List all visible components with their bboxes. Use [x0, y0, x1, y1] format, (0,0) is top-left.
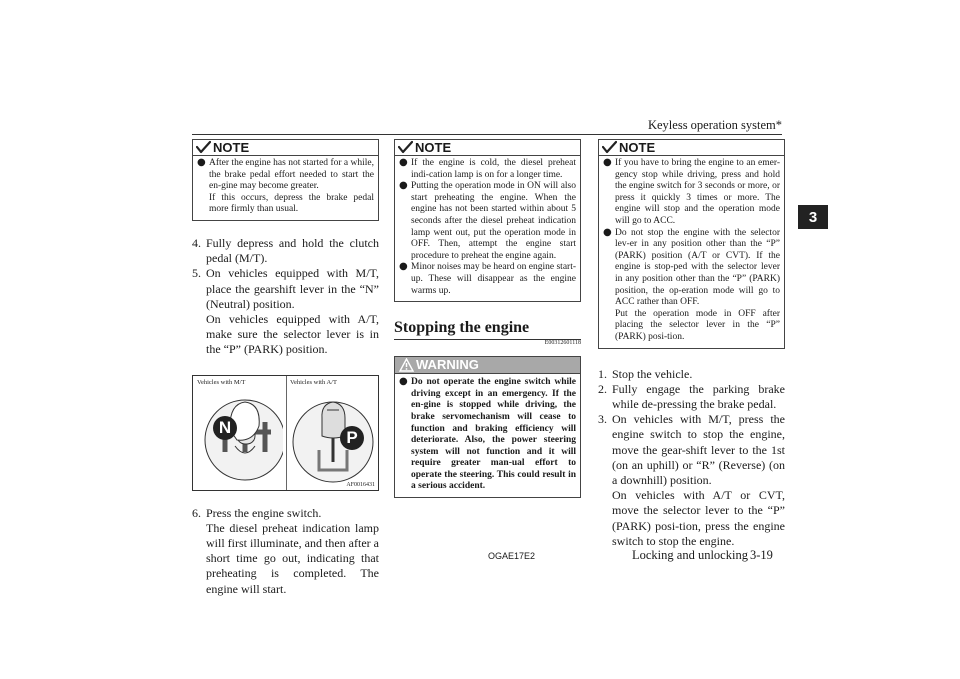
step-subtext: On vehicles with A/T or CVT, move the selector lever to the “P” (PARK) posi-tion, press the engine switch to stop the engine. — [612, 488, 785, 548]
step-text: On vehicles with M/T, press the engine switch to stop the engine, move the gear-shift lever to the 1st (on an uphill) or “R” (Reverse) (on a downhill) position. — [612, 412, 785, 487]
bullet-item — [399, 158, 576, 181]
bullet-icon: ● — [603, 157, 612, 168]
bullet-item — [399, 262, 576, 297]
section-title: Stopping the engine — [394, 319, 530, 337]
illustration-caption-at: Vehicles with A/T — [290, 378, 337, 386]
column-3 — [598, 139, 785, 549]
bullet-icon: ● — [603, 226, 612, 238]
note-header — [599, 140, 784, 156]
bullet-icon: ● — [399, 180, 408, 192]
bullet-item — [603, 158, 780, 228]
running-header-title: Keyless operation system* — [647, 118, 782, 132]
bullet-icon: ● — [399, 376, 408, 388]
step-text: Stop the vehicle. — [612, 366, 693, 381]
illustration-caption-mt: Vehicles with M/T — [197, 378, 246, 386]
step-item — [598, 367, 785, 382]
step-list — [192, 506, 379, 597]
step-text: Fully engage the parking brake while de-pressing the brake pedal. — [612, 381, 785, 411]
note-label: NOTE — [619, 140, 656, 155]
warning-body — [395, 374, 580, 497]
note-box — [192, 139, 379, 221]
bullet-text: Minor noises may be heard on engine start-up. These will disappear as the engine warms up. — [411, 262, 576, 296]
bullet-icon: ● — [399, 261, 408, 273]
bullet-subtext: Put the operation mode in OFF after placing the selector lever in the “P” (PARK) posi-tion. — [615, 308, 780, 342]
step-item — [192, 506, 379, 597]
note-label: NOTE — [415, 140, 452, 155]
bullet-text: Putting the operation mode in ON will also start preheating the engine. When the engine has not been started within about 5 seconds after the diesel preheat indication lamp went out, put the operation mode in OFF. Then, attempt the engine start procedure to preheat the engine again. — [411, 181, 576, 261]
bullet-icon: ● — [197, 157, 206, 168]
bullet-item — [399, 377, 576, 493]
gear-lever-illustration — [192, 375, 379, 491]
step-subtext: The diesel preheat indication lamp will first illuminate, and then after a short time go out, indicating that preheating is completed. The engine will start. — [206, 520, 379, 596]
bullet-text: Do not stop the engine with the selector lev-er in any position other than the “P” (PARK) position (A/T or CVT). If the engine is stop-ped with the selector lever in any position other than the “P” (PARK) position, the op-eration mode will go to ACC rather than OFF. — [615, 227, 780, 308]
step-list — [192, 236, 379, 358]
note-body — [395, 156, 580, 301]
step-item — [192, 236, 379, 266]
manual-gearshift-drawing — [197, 390, 283, 486]
bullet-item — [197, 158, 374, 216]
footer-page-number: 3-19 — [750, 548, 773, 562]
footer-section-title: Locking and unlocking — [632, 548, 748, 562]
illustration-divider — [286, 376, 287, 490]
chapter-tab: 3 — [798, 205, 828, 229]
step-number: 1. — [598, 366, 607, 381]
bullet-text: Do not operate the engine switch while driving except in an emergency. If the en-gine is stopped while driving, the brake servomechanism will cease to function and braking efficiency will deteriorate. Also, the power steering system will not function and it will require greater man-ual effort to operate the steering. This could result in a serious accident. — [411, 377, 576, 492]
bullet-text: If the engine is cold, the diesel preheat indi-cation lamp is on for a longer time. — [411, 158, 576, 180]
column-2 — [394, 139, 581, 498]
header-rule — [192, 134, 782, 135]
automatic-selector-drawing — [291, 390, 377, 486]
step-number: 5. — [192, 266, 201, 281]
note-body — [193, 156, 378, 220]
step-number: 6. — [192, 505, 201, 520]
bullet-item — [399, 181, 576, 262]
step-item — [192, 266, 379, 357]
step-subtext: On vehicles equipped with A/T, make sure the selector lever is in the “P” (PARK) position. — [206, 311, 379, 357]
note-body — [599, 156, 784, 348]
step-text: Fully depress and hold the clutch pedal (M/T). — [206, 235, 379, 266]
gear-badge-n: N — [213, 416, 237, 440]
step-number: 2. — [598, 381, 607, 396]
bullet-text: After the engine has not started for a while, the brake pedal effort needed to start the en-gine may become greater. — [209, 158, 374, 192]
footer-code: OGAE17E2 — [488, 551, 536, 561]
section-code: E00312601118 — [544, 340, 581, 347]
step-text: On vehicles equipped with M/T, place the gearshift lever in the “N” (Neutral) position. — [206, 266, 379, 311]
step-list — [598, 367, 785, 549]
note-header — [193, 140, 378, 156]
bullet-icon: ● — [399, 157, 408, 168]
bullet-text: If you have to bring the engine to an emer-gency stop while driving, press and hold the engine switch for 3 seconds or more, or press it quickly 3 times or more. The engine will stop and the operation mode will go to ACC. — [615, 158, 780, 226]
warning-box — [394, 356, 581, 498]
step-number: 4. — [192, 235, 201, 250]
column-1 — [192, 139, 379, 597]
step-text: Press the engine switch. — [206, 505, 322, 520]
step-number: 3. — [598, 412, 607, 427]
warning-header — [395, 357, 580, 374]
note-box — [598, 139, 785, 349]
bullet-subtext: If this occurs, depress the brake pedal more firmly than usual. — [209, 192, 374, 215]
step-item — [598, 382, 785, 412]
note-box — [394, 139, 581, 302]
bullet-item — [603, 228, 780, 344]
step-item — [598, 412, 785, 549]
gear-badge-p: P — [340, 426, 364, 450]
section-heading — [394, 319, 581, 346]
warning-triangle-icon — [399, 358, 414, 377]
warning-label: WARNING — [416, 357, 479, 373]
note-label: NOTE — [213, 140, 250, 155]
note-header — [395, 140, 580, 156]
illustration-code: AF0016431 — [346, 481, 375, 488]
